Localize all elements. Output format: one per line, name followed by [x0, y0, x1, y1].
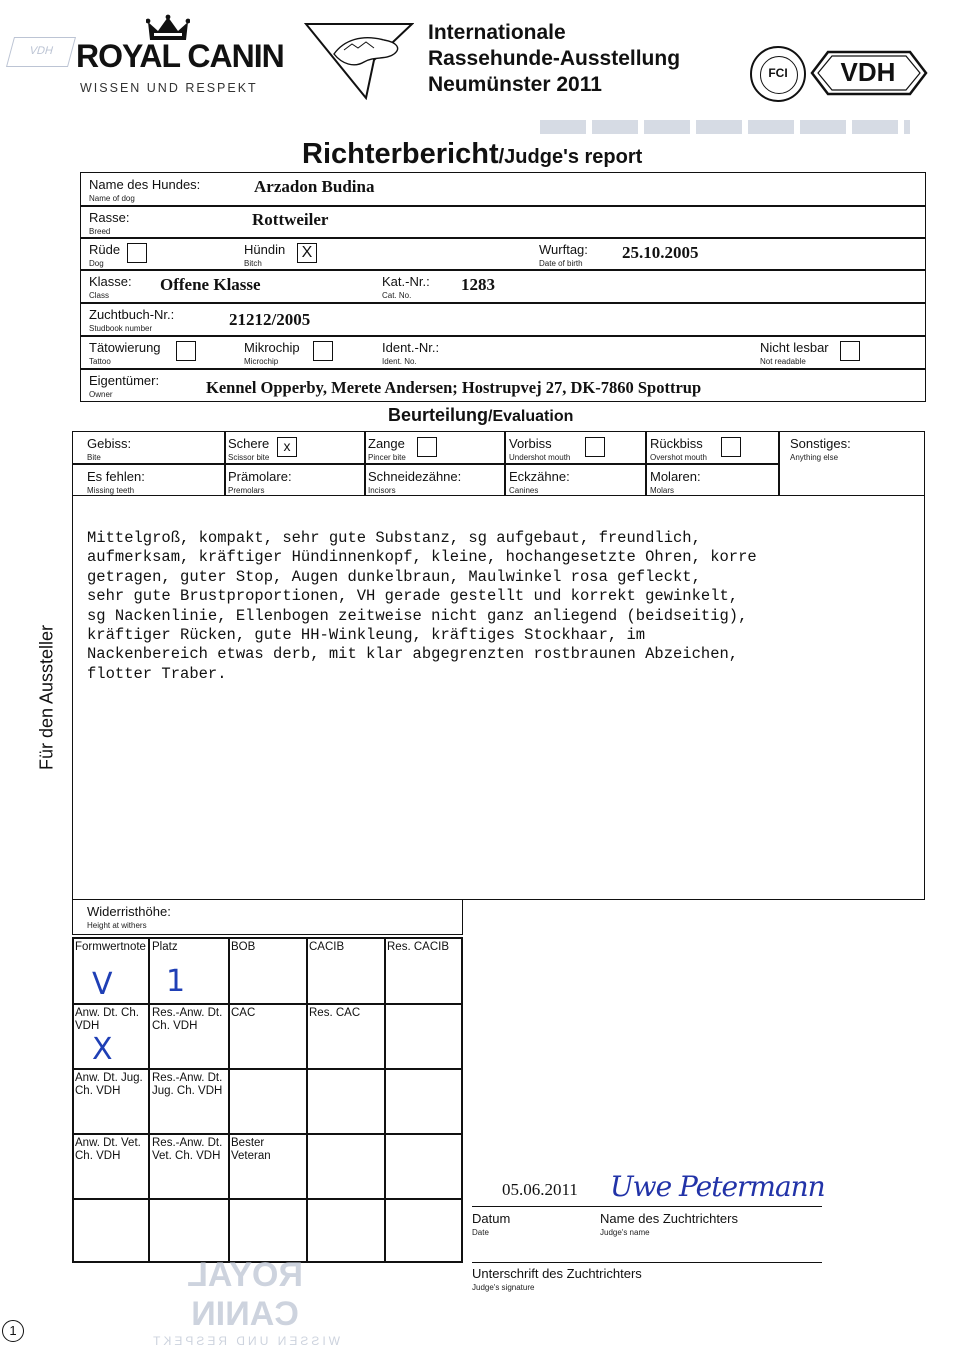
evaluation-heading-sub: /Evaluation	[488, 408, 574, 425]
signoff-date-value: 05.06.2011	[502, 1180, 578, 1199]
event-title-line3: Neumünster 2011	[428, 73, 602, 96]
microchip-checkbox[interactable]	[313, 341, 333, 361]
grade-best-veteran: Bester Veteran	[231, 1137, 271, 1162]
tattoo-label: Tätowierung Tattoo	[89, 340, 161, 366]
grade-header-formwert: Formwertnote	[75, 941, 146, 953]
grade-res-cac: Res. CAC	[309, 1007, 361, 1019]
event-title-line2: Rassehunde-Ausstellung	[428, 47, 681, 70]
pincer-bite-label: Zange Pincer bite	[368, 436, 406, 462]
page-title	[302, 138, 642, 171]
incisors-label: Schneidezähne: Incisors	[368, 469, 462, 495]
side-label: Für den Aussteller	[36, 624, 57, 771]
evaluation-heading-main: Beurteilung	[388, 405, 489, 425]
dog-name-value: Arzadon Budina	[254, 177, 375, 196]
owner-value: Kennel Opperby, Merete Andersen; Hostrupvej 27, DK-7860 Spottrup	[206, 378, 702, 397]
evaluation-heading	[388, 405, 573, 426]
title-sub: /Judge's report	[498, 146, 643, 168]
grade-res-anw-dt-jug-ch: Res.-Anw. Dt. Jug. Ch. VDH	[152, 1072, 223, 1097]
grade-res-anw-dt-ch: Res.-Anw. Dt. Ch. VDH	[152, 1007, 223, 1032]
sex-male-label: Rüde Dog	[89, 242, 121, 268]
pincer-bite-checkbox[interactable]	[417, 437, 437, 457]
grade-anw-dt-ch-mark: X	[92, 1032, 113, 1067]
bite-label: Gebiss: Bite	[87, 436, 132, 462]
date-label: Datum Date	[472, 1211, 511, 1237]
grade-cac: CAC	[231, 1007, 256, 1019]
class-value: Offene Klasse	[160, 275, 261, 294]
not-readable-checkbox[interactable]	[840, 341, 860, 361]
vdh-label: VDH	[840, 57, 896, 87]
overshot-label: Vorbiss Undershot mouth	[509, 436, 571, 462]
catalogue-number-label: Kat.-Nr.: Cat. No.	[382, 274, 430, 300]
faint-mirrored-logo: ROYAL CANIN WISSEN UND RESPEKT	[149, 1256, 341, 1348]
height-at-withers-label: Widerristhöhe: Height at withers	[87, 904, 171, 930]
owner-label: Eigentümer: Owner	[89, 373, 160, 399]
brand-tagline: WISSEN UND RESPEKT	[80, 81, 258, 95]
sex-female-mark: X	[301, 244, 313, 261]
other-label: Sonstiges: Anything else	[790, 436, 851, 462]
sex-female-checkbox[interactable]	[297, 243, 317, 263]
grade-header-platz: Platz	[152, 941, 178, 953]
sex-male-checkbox[interactable]	[127, 243, 147, 263]
title-main: Richterbericht	[302, 138, 499, 170]
grade-res-anw-dt-vet-ch: Res.-Anw. Dt. Vet. Ch. VDH	[152, 1137, 223, 1162]
page-marker: 1	[2, 1320, 24, 1342]
scissor-bite-label: Schere Scissor bite	[228, 436, 270, 462]
grade-anw-dt-jug-ch: Anw. Dt. Jug. Ch. VDH	[75, 1072, 143, 1097]
scissor-bite-mark: x	[283, 438, 291, 454]
molars-label: Molaren: Molars	[650, 469, 701, 495]
canines-label: Eckzähne: Canines	[509, 469, 570, 495]
studbook-number-value: 21212/2005	[229, 310, 311, 329]
ident-number-label: Ident.-Nr.: Ident. No.	[382, 340, 440, 366]
brand-name: ROYAL CANIN	[76, 38, 284, 74]
premolars-label: Prämolare: Premolars	[228, 469, 292, 495]
studbook-number-label: Zuchtbuch-Nr.: Studbook number	[89, 307, 175, 333]
undershot-label: Rückbiss Overshot mouth	[650, 436, 707, 462]
event-title	[428, 20, 680, 98]
grade-header-res-cacib: Res. CACIB	[387, 941, 449, 953]
grade-header-cacib: CACIB	[309, 941, 345, 953]
tattoo-checkbox[interactable]	[176, 341, 196, 361]
grade-platz-mark: 1	[166, 964, 186, 999]
judge-signature-label: Unterschrift des Zuchtrichters Judge's signature	[472, 1266, 642, 1292]
event-emblem-icon	[304, 20, 414, 100]
date-of-birth-label: Wurftag: Date of birth	[539, 242, 588, 268]
grades-table	[72, 937, 463, 1263]
class-label: Klasse: Class	[89, 274, 132, 300]
vdh-logo	[806, 48, 930, 98]
judge-signature: Uwe Petermann	[610, 1170, 825, 1203]
sex-female-label: Hündin Bitch	[244, 242, 286, 268]
fci-label: FCI	[768, 66, 788, 80]
overshot-checkbox[interactable]	[585, 437, 605, 457]
catalogue-number-value: 1283	[461, 275, 495, 294]
fci-logo	[750, 46, 806, 102]
not-readable-label: Nicht lesbar Not readable	[760, 340, 829, 366]
grade-anw-dt-ch: Anw. Dt. Ch. VDH	[75, 1007, 139, 1032]
judge-name-label: Name des Zuchtrichters Judge's name	[600, 1211, 738, 1237]
dog-name-label: Name des Hundes: Name of dog	[89, 177, 201, 203]
event-title-line1: Internationale	[428, 21, 566, 44]
missing-teeth-label: Es fehlen: Missing teeth	[87, 469, 145, 495]
undershot-checkbox[interactable]	[721, 437, 741, 457]
grade-header-bob: BOB	[231, 941, 256, 953]
breed-label: Rasse: Breed	[89, 210, 130, 236]
grade-formwert-mark: V	[92, 967, 113, 1002]
date-of-birth-value: 25.10.2005	[622, 243, 699, 262]
breed-value: Rottweiler	[252, 210, 329, 229]
vdh-faint-logo: VDH	[6, 37, 76, 67]
microchip-label: Mikrochip Microchip	[244, 340, 300, 366]
grade-anw-dt-vet-ch: Anw. Dt. Vet. Ch. VDH	[75, 1137, 141, 1162]
scissor-bite-checkbox[interactable]	[277, 437, 297, 457]
evaluation-text: Mittelgroß, kompakt, sehr gute Substanz, sg aufgebaut, freundlich, aufmerksam, kräftiger Hündinnenkopf, kleine, hochangesetzte Ohren, korre getragen, guter Stop, Augen dunkelbraun, Maulwinkel rosa gefleckt, sehr gute Brustproportionen, VH gerade gestellt und korrekt gewinkelt, sg Nackenlinie, Ellenbogen zeitweise nicht ganz anliegend (beidseitig), kräftiger Rücken, gute HH-Winkleung, kräftiges Stockhaar, im Nackenbereich etwas derb, mit klar abgegrenzten rostbraunen Abzeichen, flotter Traber.	[87, 529, 757, 683]
